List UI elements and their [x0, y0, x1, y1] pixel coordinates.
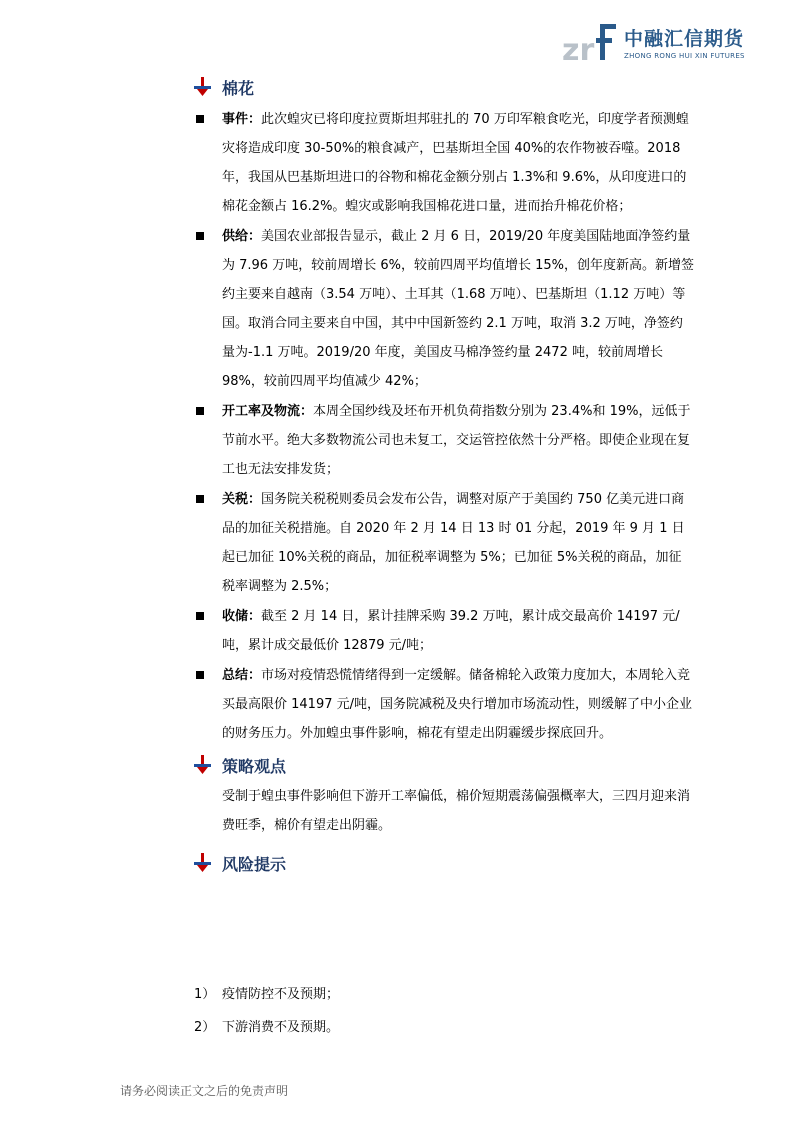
- bullet-item-supply: [194, 222, 694, 396]
- bullet-item-summary: [194, 661, 694, 748]
- bullet-text: 市场对疫情恐慌情绪得到一定缓解。储备棉轮入政策力度加大，本周轮入竞买最高限价 14197 元/吨，国务院减税及央行增加市场流动性，则缓解了中小企业的财务压力。外加蝗虫事件影响，棉花有望走出阴霾缓步探底回升。: [222, 668, 692, 741]
- risk-item-text: 下游消费不及预期。: [222, 1020, 340, 1035]
- arrow-bullet-icon: [194, 853, 212, 873]
- section-title-cotton: 棉花: [222, 78, 255, 98]
- bullet-text: 本周全国纱线及坯布开机负荷指数分别为 23.4%和 19%，远低于节前水平。绝大多数物流公司也未复工，交运管控依然十分严格。即使企业现在复工也无法安排发货；: [222, 404, 691, 477]
- bullet-text: 美国农业部报告显示，截止 2 月 6 日，2019/20 年度美国陆地面净签约量为 7.96 万吨，较前周增长 6%，较前四周平均值增长 15%，创年度新高。新增签约主要来自越南（3.54 万吨）、土耳其（1.68 万吨）、巴基斯坦（1.12 万吨）等国。取消合同主要来自中国，其中中国新签约 2.1 万吨，取消 3.2 万吨，净签约量为-1.1 万吨。2019/20 年度，美国皮马棉净签约量 2472 吨，较前周增长 98%，较前四周平均值减少 42%；: [222, 229, 694, 389]
- company-name-cn: 中融汇信期货: [624, 28, 745, 50]
- bullet-text: 截至 2 月 14 日，累计挂牌采购 39.2 万吨，累计成交最高价 14197 元/吨，累计成交最低价 12879 元/吨；: [222, 609, 680, 653]
- footer-disclaimer: 请务必阅读正文之后的免责声明: [120, 1084, 289, 1098]
- bullet-label: 事件：: [222, 112, 262, 127]
- risk-list: [194, 978, 694, 1044]
- bullet-item-operating-rate: [194, 397, 694, 484]
- square-bullet-icon: [196, 115, 204, 123]
- square-bullet-icon: [196, 407, 204, 415]
- bullet-label: 总结：: [222, 668, 262, 683]
- risk-item: [194, 978, 694, 1011]
- bullet-label: 收储：: [222, 609, 262, 624]
- bullet-label: 关税：: [222, 492, 262, 507]
- section-title-risk: 风险提示: [222, 854, 287, 874]
- bullet-label: 开工率及物流：: [222, 404, 314, 419]
- arrow-bullet-icon: [194, 77, 212, 97]
- square-bullet-icon: [196, 671, 204, 679]
- company-name-en: ZHONG RONG HUI XIN FUTURES: [624, 52, 745, 60]
- arrow-bullet-icon: [194, 755, 212, 775]
- risk-item: [194, 1011, 694, 1044]
- zrf-logo-mark: [562, 20, 620, 66]
- bullet-item-tariff: [194, 485, 694, 601]
- square-bullet-icon: [196, 232, 204, 240]
- section-header-risk: [194, 846, 694, 880]
- section-header-cotton: [194, 70, 694, 104]
- section-header-strategy: [194, 748, 694, 782]
- report-body: [194, 70, 694, 880]
- bullet-item-event: [194, 105, 694, 221]
- risk-item-number: 1）: [194, 987, 216, 1002]
- section-title-strategy: 策略观点: [222, 756, 287, 776]
- bullet-text: 此次蝗灾已将印度拉贾斯坦邦驻扎的 70 万印军粮食吃光，印度学者预测蝗灾将造成印度 30-50%的粮食减产，巴基斯坦全国 40%的农作物被吞噬。2018 年，我国从巴基斯坦进口的谷物和棉花金额分别占 1.3%和 9.6%，从印度进口的棉花金额占 16.2%。蝗灾或影响我国棉花进口量，进而抬升棉花价格；: [222, 112, 689, 214]
- bullet-text: 国务院关税税则委员会发布公告，调整对原产于美国约 750 亿美元进口商品的加征关税措施。自 2020 年 2 月 14 日 13 时 01 分起，2019 年 9 月 1 日起已加征 10%关税的商品，加征税率调整为 5%；已加征 5%关税的商品，加征税率调整为 2.5%；: [222, 492, 685, 594]
- risk-item-text: 疫情防控不及预期；: [222, 987, 340, 1002]
- square-bullet-icon: [196, 612, 204, 620]
- bullet-label: 供给：: [222, 229, 262, 244]
- strategy-paragraph: 受制于蝗虫事件影响但下游开工率偏低，棉价短期震荡偏强概率大，三四月迎来消费旺季，棉价有望走出阴霾。: [222, 789, 691, 833]
- company-logo: [562, 20, 772, 70]
- square-bullet-icon: [196, 495, 204, 503]
- risk-item-number: 2）: [194, 1020, 216, 1035]
- bullet-item-reserve: [194, 602, 694, 660]
- svg-text:zr: zr: [562, 33, 595, 66]
